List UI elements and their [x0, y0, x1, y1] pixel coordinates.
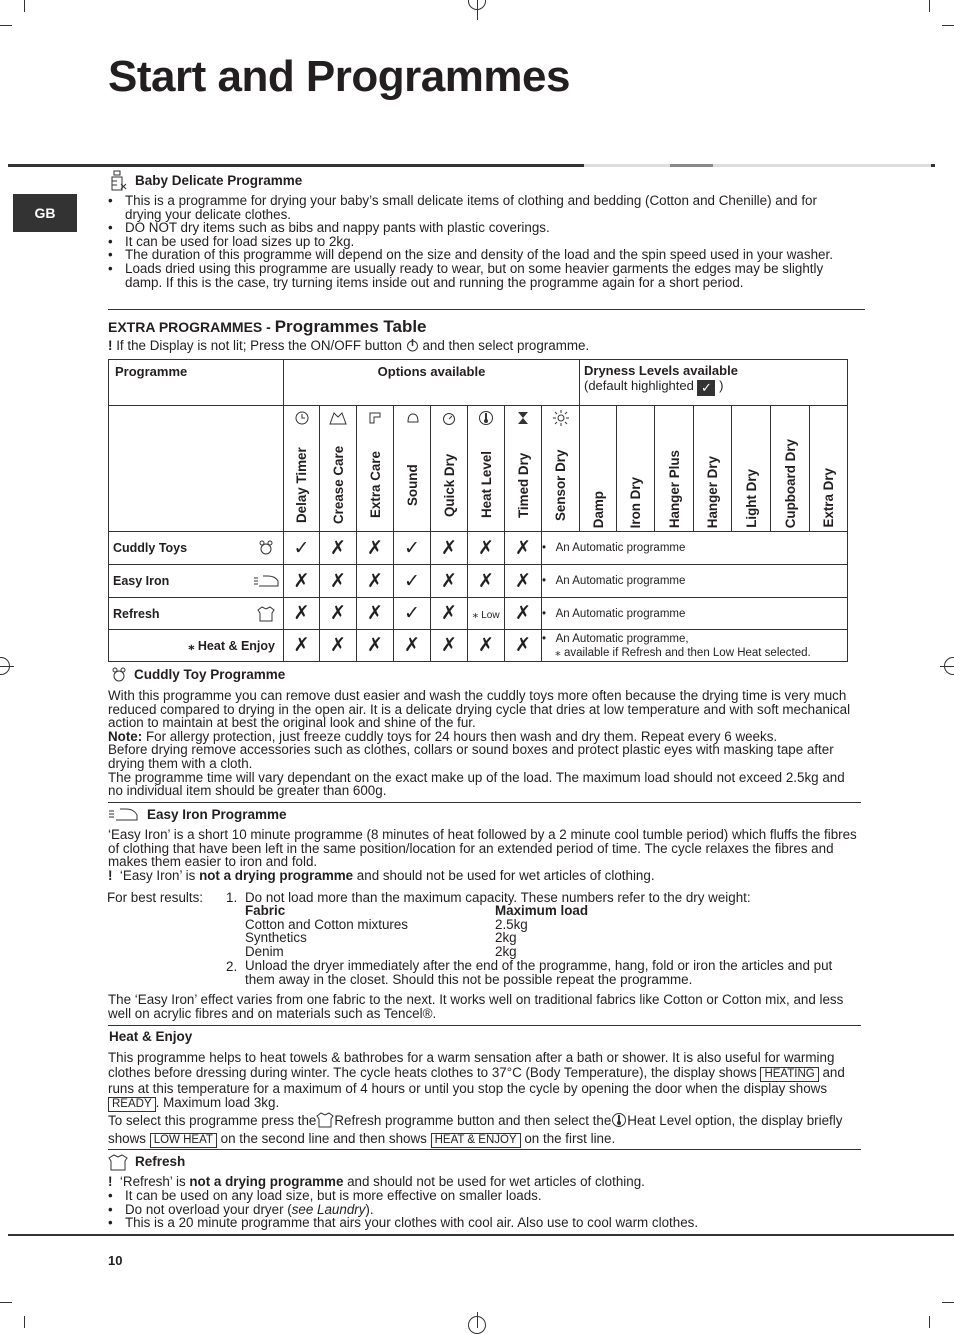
header-rule [670, 164, 713, 167]
header-rule [713, 164, 931, 167]
option-extra-care: Extra Care [357, 406, 394, 532]
heat-heading: Heat & Enjoy [109, 1029, 193, 1044]
table-cell: ✗ [505, 565, 542, 598]
option-crease-care: Crease Care [320, 406, 357, 532]
fabric-table: Fabric Maximum load Cotton and Cotton mixtures 2.5kg Synthetics 2kg Denim 2kg [245, 903, 589, 959]
refresh-heading: Refresh [135, 1154, 186, 1169]
table-cell: ✗ [357, 598, 394, 630]
extra-note: ! If the Display is not lit; Press the ON/OFF button and then select programme. [108, 338, 590, 353]
list-item: • It can be used on any load size, but is more effective on smaller loads. [108, 1189, 848, 1203]
table-row [109, 630, 848, 662]
page-number: 10 [108, 1253, 123, 1268]
dryness-cupboard-dry: Cupboard Dry [771, 406, 810, 532]
shirt-icon [328, 410, 348, 426]
table-cell: ✗ [284, 565, 320, 598]
baby-heading: Baby Delicate Programme [135, 173, 303, 188]
option-quick-dry: Quick Dry [431, 406, 468, 532]
table-cell: ✗ [284, 598, 320, 630]
dryness-extra-dry: Extra Dry [810, 406, 848, 532]
easy-text: ‘Easy Iron’ is a short 10 minute programme (8 minutes of heat followed by a 2 minute cool tumble period) which fluffs the fibres of clothing that have been left in the same position/location for an extended period of time. The cycle relaxes the fibres and makes them easier to iron and fold. ! ‘Easy Iron’ is not a drying programme and should not be used for wet articles of clothing. [108, 827, 857, 883]
table-note: • An Automatic programme [542, 598, 848, 630]
best-results-label: For best results: [107, 890, 203, 905]
table-cell: ✗ [468, 630, 505, 662]
table-cell: ✓ [284, 532, 320, 565]
table-cell: ✗ [320, 598, 357, 630]
table-cell: ✗ [431, 598, 468, 630]
header-rule [584, 164, 670, 167]
table-cell: ✗ [320, 565, 357, 598]
crop-mark [0, 25, 12, 26]
list-item: • It can be used for load sizes up to 2kg. [108, 235, 848, 249]
list-item: • This is a programme for drying your baby’s small delicate items of clothing and bedding (Cotton and Chenille) and for drying your delicate clothes. [108, 194, 848, 221]
dryness-iron-dry: Iron Dry [617, 406, 655, 532]
table-note: • An Automatic programme, ⁎ available if Refresh and then Low Heat selected. [542, 630, 848, 662]
teddy-icon [257, 539, 275, 557]
table-cell: ✗ [468, 532, 505, 565]
table-cell: ✗ [284, 630, 320, 662]
refresh-warning: ! ‘Refresh’ is not a drying programme and should not be used for wet articles of clothing. [108, 1174, 645, 1189]
refresh-shirt-icon [108, 1154, 128, 1171]
sun-icon [553, 410, 569, 426]
divider [108, 1149, 861, 1150]
table-cell: ✗ [505, 532, 542, 565]
option-delay-timer: Delay Timer [284, 406, 320, 532]
thermometer-icon [611, 1112, 627, 1128]
dryness-light-dry: Light Dry [732, 406, 771, 532]
refresh-shirt-icon [257, 606, 275, 622]
dryness-hanger-dry: Hanger Dry [694, 406, 732, 532]
col-options: Options available [284, 360, 580, 406]
list-item: • Loads dried using this programme are usually ready to wear, but on some heavier garments the edges may be slightly damp. If this is the case, try turning items inside out and running the programme again for a short period. [108, 262, 848, 289]
page-title: Start and Programmes [108, 52, 570, 101]
footer-rule [8, 1234, 954, 1236]
hourglass-icon [515, 410, 531, 426]
table-note: • An Automatic programme [542, 532, 848, 565]
table-cell: ✗ [431, 630, 468, 662]
registration-mark [940, 666, 954, 667]
table-cell: ✗ [468, 565, 505, 598]
display-heat-enjoy: HEAT & ENJOY [431, 1133, 521, 1148]
list-item: • Do not overload your dryer (see Laundry). [108, 1203, 848, 1217]
row-name: Easy Iron [109, 565, 284, 598]
step-number: 2. [226, 959, 238, 974]
table-cell: ✗ [320, 630, 357, 662]
registration-mark [477, 1312, 478, 1328]
list-item: • The duration of this programme will depend on the size and density of the load and the spin speed used in your washer. [108, 248, 848, 262]
display-low-heat: LOW HEAT [150, 1133, 217, 1148]
dryness-hanger-plus: Hanger Plus [655, 406, 694, 532]
extra-heading: EXTRA PROGRAMMES - Programmes Table [108, 317, 427, 336]
step-text: Unload the dryer immediately after the end of the programme, hang, fold or iron the articles and put them away in the closet. Should this not be possible repeat the programme. [245, 958, 833, 987]
table-header-row [109, 406, 848, 532]
table-cell: ✓ [394, 532, 431, 565]
table-row [109, 532, 848, 565]
table-cell: ✗ [431, 532, 468, 565]
registration-mark [477, 0, 478, 20]
cuddly-text: With this programme you can remove dust easier and wash the cuddly toys more often because the drying time is very much reduced compared to drying in the open air. It is a delicate drying cycle that dries at low temperature and with soft mechanical action to maintain at best the original look and shine of the fur. Note: For allergy protection, just freeze cuddly toys for 24 hours then wash and dry them. Repeat every 6 weeks. Before drying remove accessories such as clothes, collars or sound boxes and protect plastic eyes with masking tape after drying them with a cloth. The programme time will vary dependant on the exact make up of the load. The maximum load should not exceed 2.5kg and no individual item should be greater than 600g. [108, 688, 851, 799]
divider [108, 1025, 861, 1026]
option-timed-dry: Timed Dry [505, 406, 542, 532]
registration-mark [0, 666, 14, 667]
row-name: Cuddly Toys [109, 532, 284, 565]
easy-heading: Easy Iron Programme [147, 807, 287, 822]
baby-bottle-icon [108, 170, 128, 192]
table-row [109, 598, 848, 630]
bell-icon [404, 410, 420, 426]
step-text: Do not load more than the maximum capacity. These numbers refer to the dry weight: [245, 890, 751, 905]
baby-bullets [108, 194, 848, 289]
col-programme: Programme [109, 360, 284, 406]
iron-icon [253, 574, 279, 588]
table-cell: ✗ [357, 630, 394, 662]
header-rule [931, 164, 935, 167]
timer-icon [441, 410, 457, 426]
table-cell: ✗ [431, 565, 468, 598]
table-row [109, 565, 848, 598]
easy-text-2: The ‘Easy Iron’ effect varies from one fabric to the next. It works well on traditional fabrics like Cotton or Cotton mix, and less well on acrylic fibres and on materials such as Tencel®. [108, 992, 844, 1021]
table-cell: ⁎ Low [468, 598, 505, 630]
table-cell: ✗ [357, 565, 394, 598]
crop-mark [942, 25, 954, 26]
crop-mark [24, 0, 25, 12]
table-cell: ✗ [505, 630, 542, 662]
refresh-shirt-icon [316, 1112, 334, 1128]
power-icon [406, 339, 419, 352]
option-sound: Sound [394, 406, 431, 532]
divider [108, 802, 861, 803]
table-cell: ✗ [320, 532, 357, 565]
iron-icon [108, 807, 138, 823]
teddy-icon [110, 666, 128, 684]
heat-text-2: To select this programme press the Refresh programme button and then select the Heat Level option, the display briefly shows LOW HEAT on the second line and then shows HEAT & ENJOY on the first line. [108, 1113, 843, 1146]
crop-mark [929, 1316, 930, 1328]
programmes-table [108, 359, 848, 662]
table-cell: ✗ [505, 598, 542, 630]
header-rule [8, 164, 584, 167]
col-dryness: Dryness Levels available (default highlighted ✓ ) [580, 360, 848, 406]
table-cell: ✗ [394, 630, 431, 662]
crop-mark [0, 1302, 12, 1303]
option-heat-level: Heat Level [468, 406, 505, 532]
row-name: Refresh [109, 598, 284, 630]
heat-text: This programme helps to heat towels & bathrobes for a warm sensation after a bath or shower. It is also useful for warming clothes before dressing during winter. The cycle heats clothes to 37°C (Body Temperature), the display shows HEATING and runs at this temperature for a maximum of 4 hours or until you stop the cycle by opening the door when the display shows READY . Maximum load 3kg. [108, 1050, 845, 1111]
thermometer-icon [478, 410, 494, 426]
refresh-bullets [108, 1189, 848, 1230]
dryness-damp: Damp [580, 406, 617, 532]
crop-mark [929, 0, 930, 12]
display-ready: READY [108, 1097, 156, 1112]
table-cell: ✗ [357, 532, 394, 565]
table-cell: ✓ [394, 565, 431, 598]
crop-mark [24, 1316, 25, 1328]
checkmark-icon: ✓ [697, 380, 715, 396]
display-heating: HEATING [760, 1067, 818, 1082]
option-sensor-dry: Sensor Dry [542, 406, 580, 532]
crop-mark [942, 1302, 954, 1303]
list-item: • DO NOT dry items such as bibs and nappy pants with plastic coverings. [108, 221, 848, 235]
garment-icon [367, 410, 383, 426]
row-name: ⁎ Heat & Enjoy [109, 630, 284, 662]
step-number: 1. [226, 890, 238, 905]
table-cell: ✓ [394, 598, 431, 630]
cuddly-heading: Cuddly Toy Programme [134, 667, 286, 682]
language-tab: GB [13, 194, 77, 232]
divider [108, 309, 865, 310]
clock-icon [294, 410, 310, 426]
list-item: • This is a 20 minute programme that airs your clothes with cool air. Also use to cool warm clothes. [108, 1216, 848, 1230]
table-note: • An Automatic programme [542, 565, 848, 598]
